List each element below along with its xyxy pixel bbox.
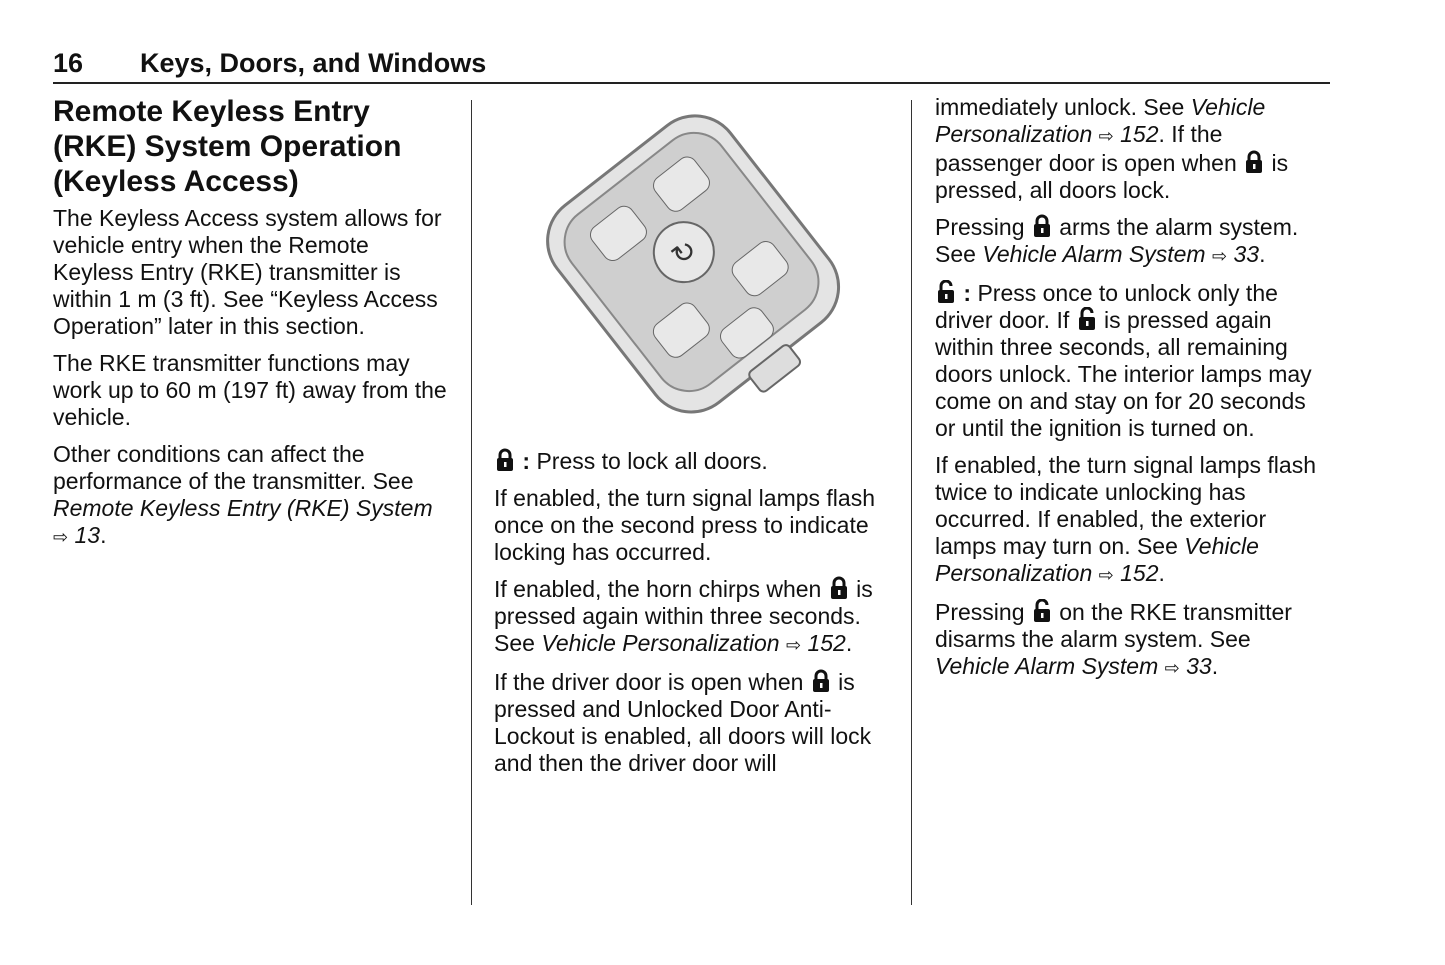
column-3	[935, 94, 1330, 692]
paragraph	[53, 441, 448, 551]
body-text: is pressed again within three seconds. See	[494, 576, 873, 656]
body-text: is pressed, all doors lock.	[935, 150, 1289, 203]
lock-icon	[812, 669, 830, 693]
paragraph	[494, 448, 889, 475]
paragraph	[935, 452, 1330, 589]
page-reference[interactable]	[1092, 121, 1158, 147]
section-title: Keys, Doors, and Windows	[140, 48, 487, 78]
body-text: Pressing	[935, 214, 1031, 240]
page-reference[interactable]	[1158, 653, 1211, 679]
body-text: .	[1259, 241, 1266, 267]
column-1	[53, 94, 448, 561]
body-text: If enabled, the turn signal lamps flash twice to indicate unlocking has occurred. If enabled, the exterior lamps may turn on. See	[935, 452, 1317, 559]
paragraph	[935, 214, 1330, 270]
body-text: The RKE transmitter functions may work up to 60 m (197 ft) away from the vehicle.	[53, 350, 447, 430]
cross-reference[interactable]: Remote Keyless Entry (RKE) System	[53, 495, 433, 521]
svg-text:↻: ↻	[664, 232, 704, 273]
body-text: arms the alarm system. See	[935, 214, 1299, 267]
arrow-icon: ⇨	[1211, 246, 1228, 266]
column-divider	[471, 100, 472, 905]
body-text: Press once to unlock only the driver door. If	[935, 280, 1278, 333]
body-text: on the RKE transmitter disarms the alarm system. See	[935, 599, 1292, 652]
body-text: If enabled, the turn signal lamps flash once on the second press to indicate locking has occurred.	[494, 485, 876, 565]
column-2	[494, 448, 889, 787]
lock-icon	[830, 576, 848, 600]
page-ref-number: 152	[1120, 121, 1159, 147]
cross-reference[interactable]: Vehicle Personalization	[541, 630, 780, 656]
page-reference[interactable]	[1092, 560, 1158, 586]
body-text: is pressed and Unlocked Door Anti-Lockout is enabled, all doors will lock and then the driver door will	[494, 669, 872, 776]
page-reference[interactable]	[1206, 241, 1259, 267]
key-fob-illustration	[525, 100, 855, 420]
body-text: The Keyless Access system allows for vehicle entry when the Remote Keyless Entry (RKE) transmitter is within 1 m (3 ft). See “Keyless Access Operation” later in this section.	[53, 205, 442, 339]
colon: :	[516, 448, 537, 474]
paragraph	[494, 485, 889, 566]
page-ref-number: 33	[1186, 653, 1212, 679]
body-text: Pressing	[935, 599, 1031, 625]
body-text: immediately unlock. See	[935, 94, 1191, 120]
cross-reference[interactable]: Vehicle Alarm System	[982, 241, 1206, 267]
page-ref-number: 33	[1233, 241, 1260, 267]
page-reference[interactable]	[53, 522, 100, 548]
body-text: is pressed again within three seconds, all remaining doors unlock. The interior lamps may come on and stay on for 20 seconds or until the ignition is turned on.	[935, 307, 1312, 441]
unlock-icon	[937, 280, 955, 304]
body-text: .	[1211, 653, 1219, 679]
body-text: .	[1158, 560, 1165, 586]
paragraph	[935, 599, 1330, 682]
body-text: .	[845, 630, 853, 656]
lock-icon	[1245, 150, 1263, 174]
column-divider	[911, 100, 912, 905]
arrow-icon: ⇨	[1098, 126, 1114, 146]
arrow-icon: ⇨	[785, 635, 802, 655]
lock-icon	[496, 448, 514, 472]
page-reference[interactable]	[780, 630, 846, 656]
colon: :	[957, 280, 978, 306]
page-number: 16	[53, 48, 84, 78]
body-text: Press to lock all doors.	[536, 448, 768, 474]
unlock-icon	[1078, 307, 1096, 331]
paragraph	[935, 94, 1330, 204]
cross-reference[interactable]: Vehicle Personalization	[935, 94, 1266, 147]
unlock-icon	[1033, 599, 1051, 623]
body-text: If enabled, the horn chirps when	[494, 576, 828, 602]
running-header	[53, 46, 1330, 84]
cross-reference[interactable]: Vehicle Alarm System	[935, 653, 1159, 679]
body-text: Other conditions can affect the performance of the transmitter. See	[53, 441, 414, 494]
paragraph	[494, 669, 889, 777]
arrow-icon: ⇨	[1164, 658, 1180, 678]
page-ref-number: 152	[807, 630, 846, 656]
arrow-icon: ⇨	[53, 527, 69, 547]
page-ref-number: 13	[74, 522, 101, 548]
paragraph	[53, 205, 448, 340]
paragraph	[53, 350, 448, 431]
body-text: .	[100, 522, 107, 548]
lock-icon	[1033, 214, 1051, 238]
body-text: . If the passenger door is open when	[935, 121, 1244, 176]
section-heading: Remote Keyless Entry (RKE) System Operation (Keyless Access)	[53, 95, 402, 198]
paragraph	[494, 576, 889, 659]
page-ref-number: 152	[1120, 560, 1159, 586]
arrow-icon: ⇨	[1098, 565, 1114, 585]
paragraph	[935, 280, 1330, 442]
body-text: If the driver door is open when	[494, 669, 810, 695]
cross-reference[interactable]: Vehicle Personalization	[935, 533, 1259, 586]
